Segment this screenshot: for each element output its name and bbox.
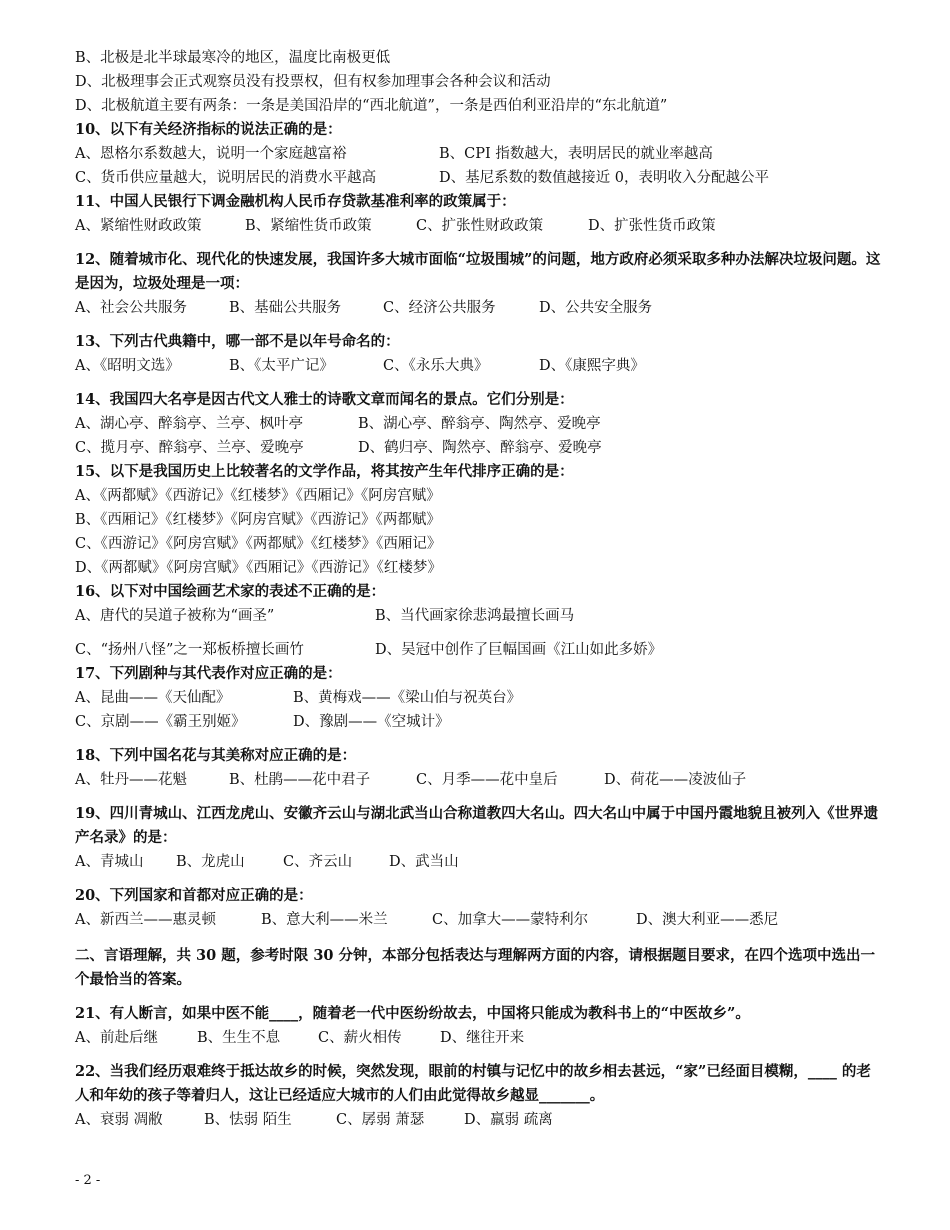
option-a: A、新西兰——惠灵顿 [75, 912, 216, 928]
option-d: D、武当山 [389, 854, 459, 870]
option-a: A、唐代的吴道子被称为“画圣” [75, 608, 275, 624]
question-title: 14、我国四大名亭是因古代文人雅士的诗歌文章而闻名的景点。它们分别是： [75, 391, 574, 408]
option-a: A、青城山 [75, 854, 144, 870]
question-title: 22、当我们经历艰难终于抵达故乡的时候，突然发现，眼前的村镇与记忆中的故乡相去甚远，“家”已经面目模糊，____ 的老人和年幼的孩子等着归人，这让已经适应大城市的人们由此觉得故乡越显_______。 [75, 1063, 871, 1104]
option-b: B、怯弱 陌生 [204, 1112, 292, 1128]
option-d: D、《康熙字典》 [539, 358, 645, 374]
option-b: B、基础公共服务 [229, 300, 342, 316]
question-title: 18、下列中国名花与其美称对应正确的是： [75, 747, 357, 764]
option-d: D、基尼系数的数值越接近 0，表明收入分配越公平 [439, 170, 769, 186]
option-c: C、京剧——《霸王别姬》 [75, 714, 246, 730]
option-row [75, 908, 885, 932]
option-row [75, 142, 885, 166]
option-row [75, 850, 885, 874]
option-d: D、豫剧——《空城计》 [293, 714, 450, 730]
option-c: C、齐云山 [283, 854, 353, 870]
option-b: B、龙虎山 [176, 854, 245, 870]
option-row [75, 412, 885, 436]
option-row [75, 436, 885, 460]
question-title: 10、以下有关经济指标的说法正确的是： [75, 121, 342, 138]
question-title: 17、下列剧种与其代表作对应正确的是： [75, 665, 342, 682]
option-a: A、前赴后继 [75, 1030, 158, 1046]
question-title: 21、有人断言，如果中医不能____，随着老一代中医纷纷故去，中国将只能成为教科书上的“中医故乡”。 [75, 1005, 750, 1022]
question-title: 16、以下对中国绘画艺术家的表述不正确的是： [75, 583, 386, 600]
option-row [75, 686, 885, 710]
option-c: C、揽月亭、醉翁亭、兰亭、爱晚亭 [75, 440, 304, 456]
option-c: C、扩张性财政政策 [416, 218, 544, 234]
option-row: B、《西厢记》《红楼梦》《阿房宫赋》《西游记》《两都赋》 [75, 512, 441, 528]
option-row [75, 354, 885, 378]
option-c: C、月季——花中皇后 [416, 772, 558, 788]
option-row [75, 166, 885, 190]
option-b: B、杜鹃——花中君子 [229, 772, 371, 788]
option-c: C、“扬州八怪”之一郑板桥擅长画竹 [75, 642, 304, 658]
option-a: A、衰弱 凋敝 [75, 1112, 163, 1128]
option-c: C、《永乐大典》 [383, 358, 489, 374]
question-title: 13、下列古代典籍中，哪一部不是以年号命名的： [75, 333, 400, 350]
option-row [75, 710, 885, 734]
option-row [75, 296, 885, 320]
option-b: B、《太平广记》 [229, 358, 334, 374]
option-c: C、货币供应量越大，说明居民的消费水平越高 [75, 170, 377, 186]
option-b: B、意大利——米兰 [261, 912, 388, 928]
option-row: C、《西游记》《阿房宫赋》《两都赋》《红楼梦》《西厢记》 [75, 536, 442, 552]
option-c: C、薪火相传 [318, 1030, 402, 1046]
option-row [75, 604, 885, 628]
page-number: - 2 - [75, 1173, 101, 1188]
option-b: B、生生不息 [197, 1030, 281, 1046]
option-a: A、恩格尔系数越大，说明一个家庭越富裕 [75, 146, 347, 162]
option-row: A、《两都赋》《西游记》《红楼梦》《西厢记》《阿房宫赋》 [75, 488, 441, 504]
option-d: D、荷花——凌波仙子 [604, 772, 747, 788]
question-title: 15、以下是我国历史上比较著名的文学作品，将其按产生年代排序正确的是： [75, 463, 574, 480]
option-row [75, 638, 885, 662]
option-d: D、吴冠中创作了巨幅国画《江山如此多娇》 [375, 642, 663, 658]
text-line: B、北极是北半球最寒冷的地区，温度比南极更低 [75, 50, 391, 66]
option-b: B、黄梅戏——《梁山伯与祝英台》 [293, 690, 522, 706]
question-title: 19、四川青城山、江西龙虎山、安徽齐云山与湖北武当山合称道教四大名山。四大名山中属于中国丹霞地貌且被列入《世界遗产名录》的是： [75, 805, 879, 846]
option-row [75, 1108, 885, 1132]
option-a: A、牡丹——花魁 [75, 772, 187, 788]
option-a: A、《昭明文选》 [75, 358, 180, 374]
document-page [75, 46, 885, 1132]
option-d: D、继往开来 [440, 1030, 525, 1046]
option-c: C、孱弱 萧瑟 [336, 1112, 425, 1128]
option-b: B、湖心亭、醉翁亭、陶然亭、爱晚亭 [358, 416, 601, 432]
option-c: C、加拿大——蒙特利尔 [432, 912, 589, 928]
option-b: B、当代画家徐悲鸿最擅长画马 [375, 608, 575, 624]
question-title: 20、下列国家和首都对应正确的是： [75, 887, 313, 904]
option-b: B、CPI 指数越大，表明居民的就业率越高 [439, 146, 713, 162]
option-d: D、羸弱 疏离 [464, 1112, 553, 1128]
option-c: C、经济公共服务 [383, 300, 496, 316]
option-row: D、《两都赋》《阿房宫赋》《西厢记》《西游记》《红楼梦》 [75, 560, 442, 576]
option-d: D、鹤归亭、陶然亭、醉翁亭、爱晚亭 [358, 440, 602, 456]
option-a: A、紧缩性财政政策 [75, 218, 202, 234]
option-d: D、公共安全服务 [539, 300, 653, 316]
option-a: A、昆曲——《天仙配》 [75, 690, 231, 706]
option-b: B、紧缩性货币政策 [245, 218, 372, 234]
section-heading: 二、言语理解，共 30 题，参考时限 30 分钟，本部分包括表达与理解两方面的内容，请根据题目要求，在四个选项中选出一个最恰当的答案。 [75, 947, 876, 988]
question-title: 11、中国人民银行下调金融机构人民币存贷款基准利率的政策属于： [75, 193, 516, 210]
option-d: D、澳大利亚——悉尼 [636, 912, 779, 928]
text-line: D、北极理事会正式观察员没有投票权，但有权参加理事会各种会议和活动 [75, 74, 551, 90]
question-title: 12、随着城市化、现代化的快速发展，我国许多大城市面临“垃圾围城”的问题，地方政府必须采取多种办法解决垃圾问题。这是因为，垃圾处理是一项： [75, 251, 881, 292]
option-a: A、湖心亭、醉翁亭、兰亭、枫叶亭 [75, 416, 303, 432]
option-d: D、扩张性货币政策 [588, 218, 716, 234]
option-row [75, 1026, 885, 1050]
text-line: D、北极航道主要有两条：一条是美国沿岸的“西北航道”，一条是西伯利亚沿岸的“东北航道” [75, 98, 668, 114]
option-row [75, 214, 885, 238]
option-row [75, 768, 885, 792]
option-a: A、社会公共服务 [75, 300, 187, 316]
